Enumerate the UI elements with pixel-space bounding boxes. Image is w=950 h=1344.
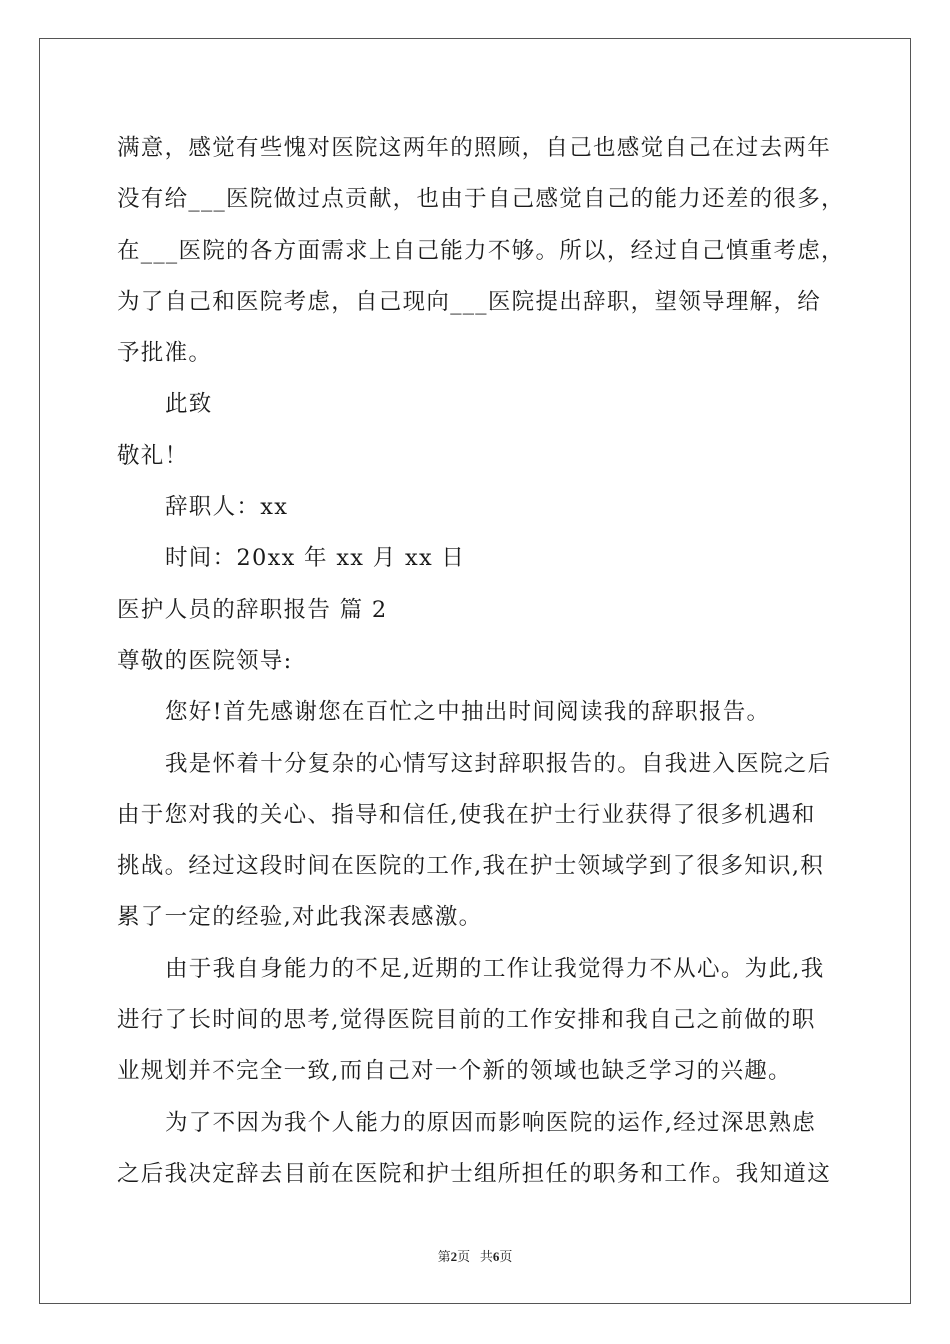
total-prefix: 共	[479, 1249, 493, 1264]
text-line: 没有给___医院做过点贡献，也由于自己感觉自己的能力还差的很多，	[117, 186, 845, 213]
text-line: 为了不因为我个人能力的原因而影响医院的运作,经过深思熟虑	[165, 1109, 817, 1136]
text-line: 在___医院的各方面需求上自己能力不够。所以，经过自己慎重考虑，	[117, 237, 845, 264]
salutation-closing: 此致	[165, 391, 213, 418]
section-heading: 医护人员的辞职报告 篇 2	[117, 596, 388, 623]
salutation-regards: 敬礼！	[117, 442, 189, 469]
letter-greeting: 尊敬的医院领导:	[117, 647, 293, 674]
page-suffix: 页	[457, 1249, 471, 1264]
text-line: 满意，感觉有些愧对医院这两年的照顾，自己也感觉自己在过去两年	[117, 135, 832, 161]
text-line: 挑战。经过这段时间在医院的工作,我在护士领域学到了很多知识,积	[117, 853, 825, 880]
page-prefix: 第	[437, 1249, 451, 1264]
text-line: 由于您对我的关心、指导和信任,使我在护士行业获得了很多机遇和	[117, 801, 816, 828]
signature-name: 辞职人：xx	[165, 494, 289, 521]
text-line: 进行了长时间的思考,觉得医院目前的工作安排和我自己之前做的职	[117, 1007, 816, 1034]
text-line: 我是怀着十分复杂的心情写这封辞职报告的。自我进入医院之后	[165, 750, 832, 777]
text-line: 您好!首先感谢您在百忙之中抽出时间阅读我的辞职报告。	[165, 699, 771, 726]
text-line: 累了一定的经验,对此我深表感激。	[117, 904, 483, 931]
text-line: 之后我决定辞去目前在医院和护士组所担任的职务和工作。我知道这	[117, 1160, 832, 1187]
page-footer	[0, 1246, 950, 1265]
signature-date: 时间：20xx 年 xx 月 xx 日	[165, 545, 466, 572]
text-line: 为了自己和医院考虑，自己现向___医院提出辞职，望领导理解，给	[117, 288, 822, 315]
text-line: 由于我自身能力的不足,近期的工作让我觉得力不从心。为此,我	[165, 955, 825, 982]
text-line: 予批准。	[117, 340, 213, 367]
total-suffix: 页	[499, 1249, 513, 1264]
text-line: 业规划并不完全一致,而自己对一个新的领域也缺乏学习的兴趣。	[117, 1058, 792, 1085]
total-pages: 6	[492, 1249, 500, 1264]
page-number: 2	[450, 1249, 458, 1264]
document-body	[117, 128, 847, 1205]
